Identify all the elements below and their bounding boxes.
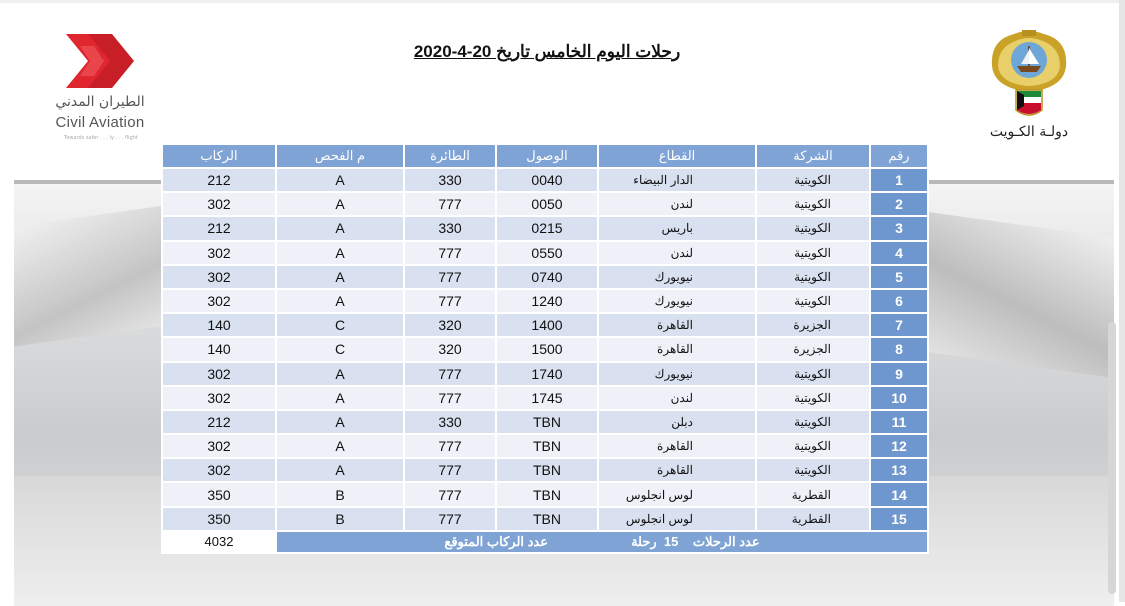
row-passengers: 302 — [162, 434, 276, 458]
row-sector: الدار البيضاء — [598, 168, 756, 192]
row-inspection: A — [276, 410, 404, 434]
kuwait-emblem-icon — [984, 26, 1074, 122]
table-row — [162, 216, 928, 240]
flights-table — [161, 143, 929, 554]
row-arrival: TBN — [496, 434, 598, 458]
row-inspection: A — [276, 458, 404, 482]
row-passengers: 302 — [162, 241, 276, 265]
row-arrival: 1745 — [496, 386, 598, 410]
row-passengers: 212 — [162, 410, 276, 434]
row-inspection: A — [276, 289, 404, 313]
table-row — [162, 168, 928, 192]
row-aircraft: 320 — [404, 337, 496, 361]
terminal-roof-right — [914, 210, 1114, 378]
row-company: الكويتية — [756, 265, 870, 289]
row-sector: القاهرة — [598, 434, 756, 458]
row-arrival: 1240 — [496, 289, 598, 313]
row-aircraft: 777 — [404, 386, 496, 410]
row-company: الكويتية — [756, 362, 870, 386]
row-passengers: 212 — [162, 168, 276, 192]
row-passengers: 302 — [162, 289, 276, 313]
row-company: الكويتية — [756, 192, 870, 216]
row-inspection: A — [276, 386, 404, 410]
row-passengers: 140 — [162, 337, 276, 361]
row-num: 10 — [870, 386, 928, 410]
row-num: 12 — [870, 434, 928, 458]
row-aircraft: 330 — [404, 168, 496, 192]
table-row — [162, 482, 928, 506]
table-row — [162, 337, 928, 361]
table-row — [162, 241, 928, 265]
row-company: الكويتية — [756, 434, 870, 458]
row-inspection: A — [276, 362, 404, 386]
row-sector: نيويورك — [598, 362, 756, 386]
header-num: رقم — [870, 144, 928, 168]
total-passengers-value: 4032 — [162, 531, 276, 553]
table-row — [162, 289, 928, 313]
table-total-row — [162, 531, 928, 553]
table-row — [162, 265, 928, 289]
row-passengers: 140 — [162, 313, 276, 337]
header-arrival: الوصول — [496, 144, 598, 168]
row-num: 7 — [870, 313, 928, 337]
row-sector: لندن — [598, 386, 756, 410]
row-num: 4 — [870, 241, 928, 265]
row-passengers: 302 — [162, 458, 276, 482]
civil-aviation-tagline: Towards safer . . . ly . . . flight — [64, 135, 138, 141]
flights-count-label: عدد الرحلات — [692, 533, 760, 549]
row-arrival: 0740 — [496, 265, 598, 289]
civil-aviation-logo — [50, 32, 150, 152]
row-aircraft: 777 — [404, 434, 496, 458]
flights-count-value: 15 — [663, 533, 679, 549]
row-num: 2 — [870, 192, 928, 216]
row-arrival: TBN — [496, 410, 598, 434]
row-sector: القاهرة — [598, 313, 756, 337]
page-top-edge — [0, 0, 1125, 3]
row-inspection: A — [276, 434, 404, 458]
row-company: الكويتية — [756, 386, 870, 410]
state-of-kuwait-text: دولـة الكـويت — [989, 124, 1069, 140]
row-passengers: 302 — [162, 265, 276, 289]
row-aircraft: 777 — [404, 362, 496, 386]
row-company: الجزيرة — [756, 337, 870, 361]
row-aircraft: 777 — [404, 289, 496, 313]
row-company: الكويتية — [756, 289, 870, 313]
header-company: الشركة — [756, 144, 870, 168]
row-arrival: 1740 — [496, 362, 598, 386]
table-row — [162, 410, 928, 434]
page-right-edge — [1119, 0, 1125, 602]
row-sector: باريس — [598, 216, 756, 240]
row-aircraft: 777 — [404, 265, 496, 289]
page-title: رحلات اليوم الخامس تاريخ 20-4-2020 — [413, 42, 681, 61]
row-company: الكويتية — [756, 241, 870, 265]
table-row — [162, 458, 928, 482]
row-num: 1 — [870, 168, 928, 192]
row-arrival: 0040 — [496, 168, 598, 192]
header-sector: القطاع — [598, 144, 756, 168]
row-company: القطرية — [756, 482, 870, 506]
row-sector: دبلن — [598, 410, 756, 434]
row-sector: لندن — [598, 241, 756, 265]
row-company: الكويتية — [756, 168, 870, 192]
table-row — [162, 434, 928, 458]
header-inspection: م الفحص — [276, 144, 404, 168]
row-aircraft: 777 — [404, 241, 496, 265]
row-passengers: 302 — [162, 362, 276, 386]
row-aircraft: 320 — [404, 313, 496, 337]
row-num: 11 — [870, 410, 928, 434]
row-sector: لندن — [598, 192, 756, 216]
row-passengers: 212 — [162, 216, 276, 240]
row-passengers: 302 — [162, 192, 276, 216]
row-arrival: 1400 — [496, 313, 598, 337]
row-arrival: TBN — [496, 507, 598, 531]
row-sector: لوس انجلوس — [598, 482, 756, 506]
row-arrival: 0550 — [496, 241, 598, 265]
row-num: 13 — [870, 458, 928, 482]
row-company: الكويتية — [756, 458, 870, 482]
totals-bar — [276, 531, 928, 553]
row-aircraft: 330 — [404, 216, 496, 240]
table-row — [162, 507, 928, 531]
row-aircraft: 777 — [404, 458, 496, 482]
header-passengers: الركاب — [162, 144, 276, 168]
row-inspection: A — [276, 168, 404, 192]
row-inspection: C — [276, 313, 404, 337]
table-row — [162, 313, 928, 337]
table-header-row — [162, 144, 928, 168]
row-num: 8 — [870, 337, 928, 361]
chevron-logo-icon — [64, 34, 136, 88]
row-company: القطرية — [756, 507, 870, 531]
row-arrival: 0050 — [496, 192, 598, 216]
row-passengers: 350 — [162, 507, 276, 531]
row-aircraft: 777 — [404, 192, 496, 216]
row-num: 15 — [870, 507, 928, 531]
table-row — [162, 386, 928, 410]
row-aircraft: 330 — [404, 410, 496, 434]
row-num: 9 — [870, 362, 928, 386]
row-arrival: TBN — [496, 482, 598, 506]
row-num: 3 — [870, 216, 928, 240]
row-inspection: A — [276, 265, 404, 289]
civil-aviation-english-name: Civil Aviation — [55, 114, 145, 131]
row-aircraft: 777 — [404, 507, 496, 531]
row-passengers: 350 — [162, 482, 276, 506]
row-aircraft: 777 — [404, 482, 496, 506]
row-inspection: B — [276, 482, 404, 506]
row-passengers: 302 — [162, 386, 276, 410]
row-company: الكويتية — [756, 410, 870, 434]
row-arrival: 1500 — [496, 337, 598, 361]
row-inspection: A — [276, 192, 404, 216]
row-num: 14 — [870, 482, 928, 506]
table-row — [162, 362, 928, 386]
row-arrival: 0215 — [496, 216, 598, 240]
civil-aviation-arabic-name: الطيران المدني — [55, 94, 145, 110]
expected-passengers-label: عدد الركاب المتوقع — [444, 533, 548, 549]
row-arrival: TBN — [496, 458, 598, 482]
row-sector: نيويورك — [598, 289, 756, 313]
kuwait-state-emblem — [984, 26, 1074, 151]
flights-count-unit: رحلة — [631, 533, 657, 549]
row-inspection: A — [276, 216, 404, 240]
header-aircraft: الطائرة — [404, 144, 496, 168]
row-sector: القاهرة — [598, 337, 756, 361]
row-sector: القاهرة — [598, 458, 756, 482]
row-inspection: C — [276, 337, 404, 361]
table-row — [162, 192, 928, 216]
row-sector: نيويورك — [598, 265, 756, 289]
row-sector: لوس انجلوس — [598, 507, 756, 531]
row-company: الجزيرة — [756, 313, 870, 337]
row-inspection: B — [276, 507, 404, 531]
row-num: 6 — [870, 289, 928, 313]
row-num: 5 — [870, 265, 928, 289]
row-inspection: A — [276, 241, 404, 265]
row-company: الكويتية — [756, 216, 870, 240]
vertical-scrollbar[interactable] — [1108, 322, 1116, 594]
